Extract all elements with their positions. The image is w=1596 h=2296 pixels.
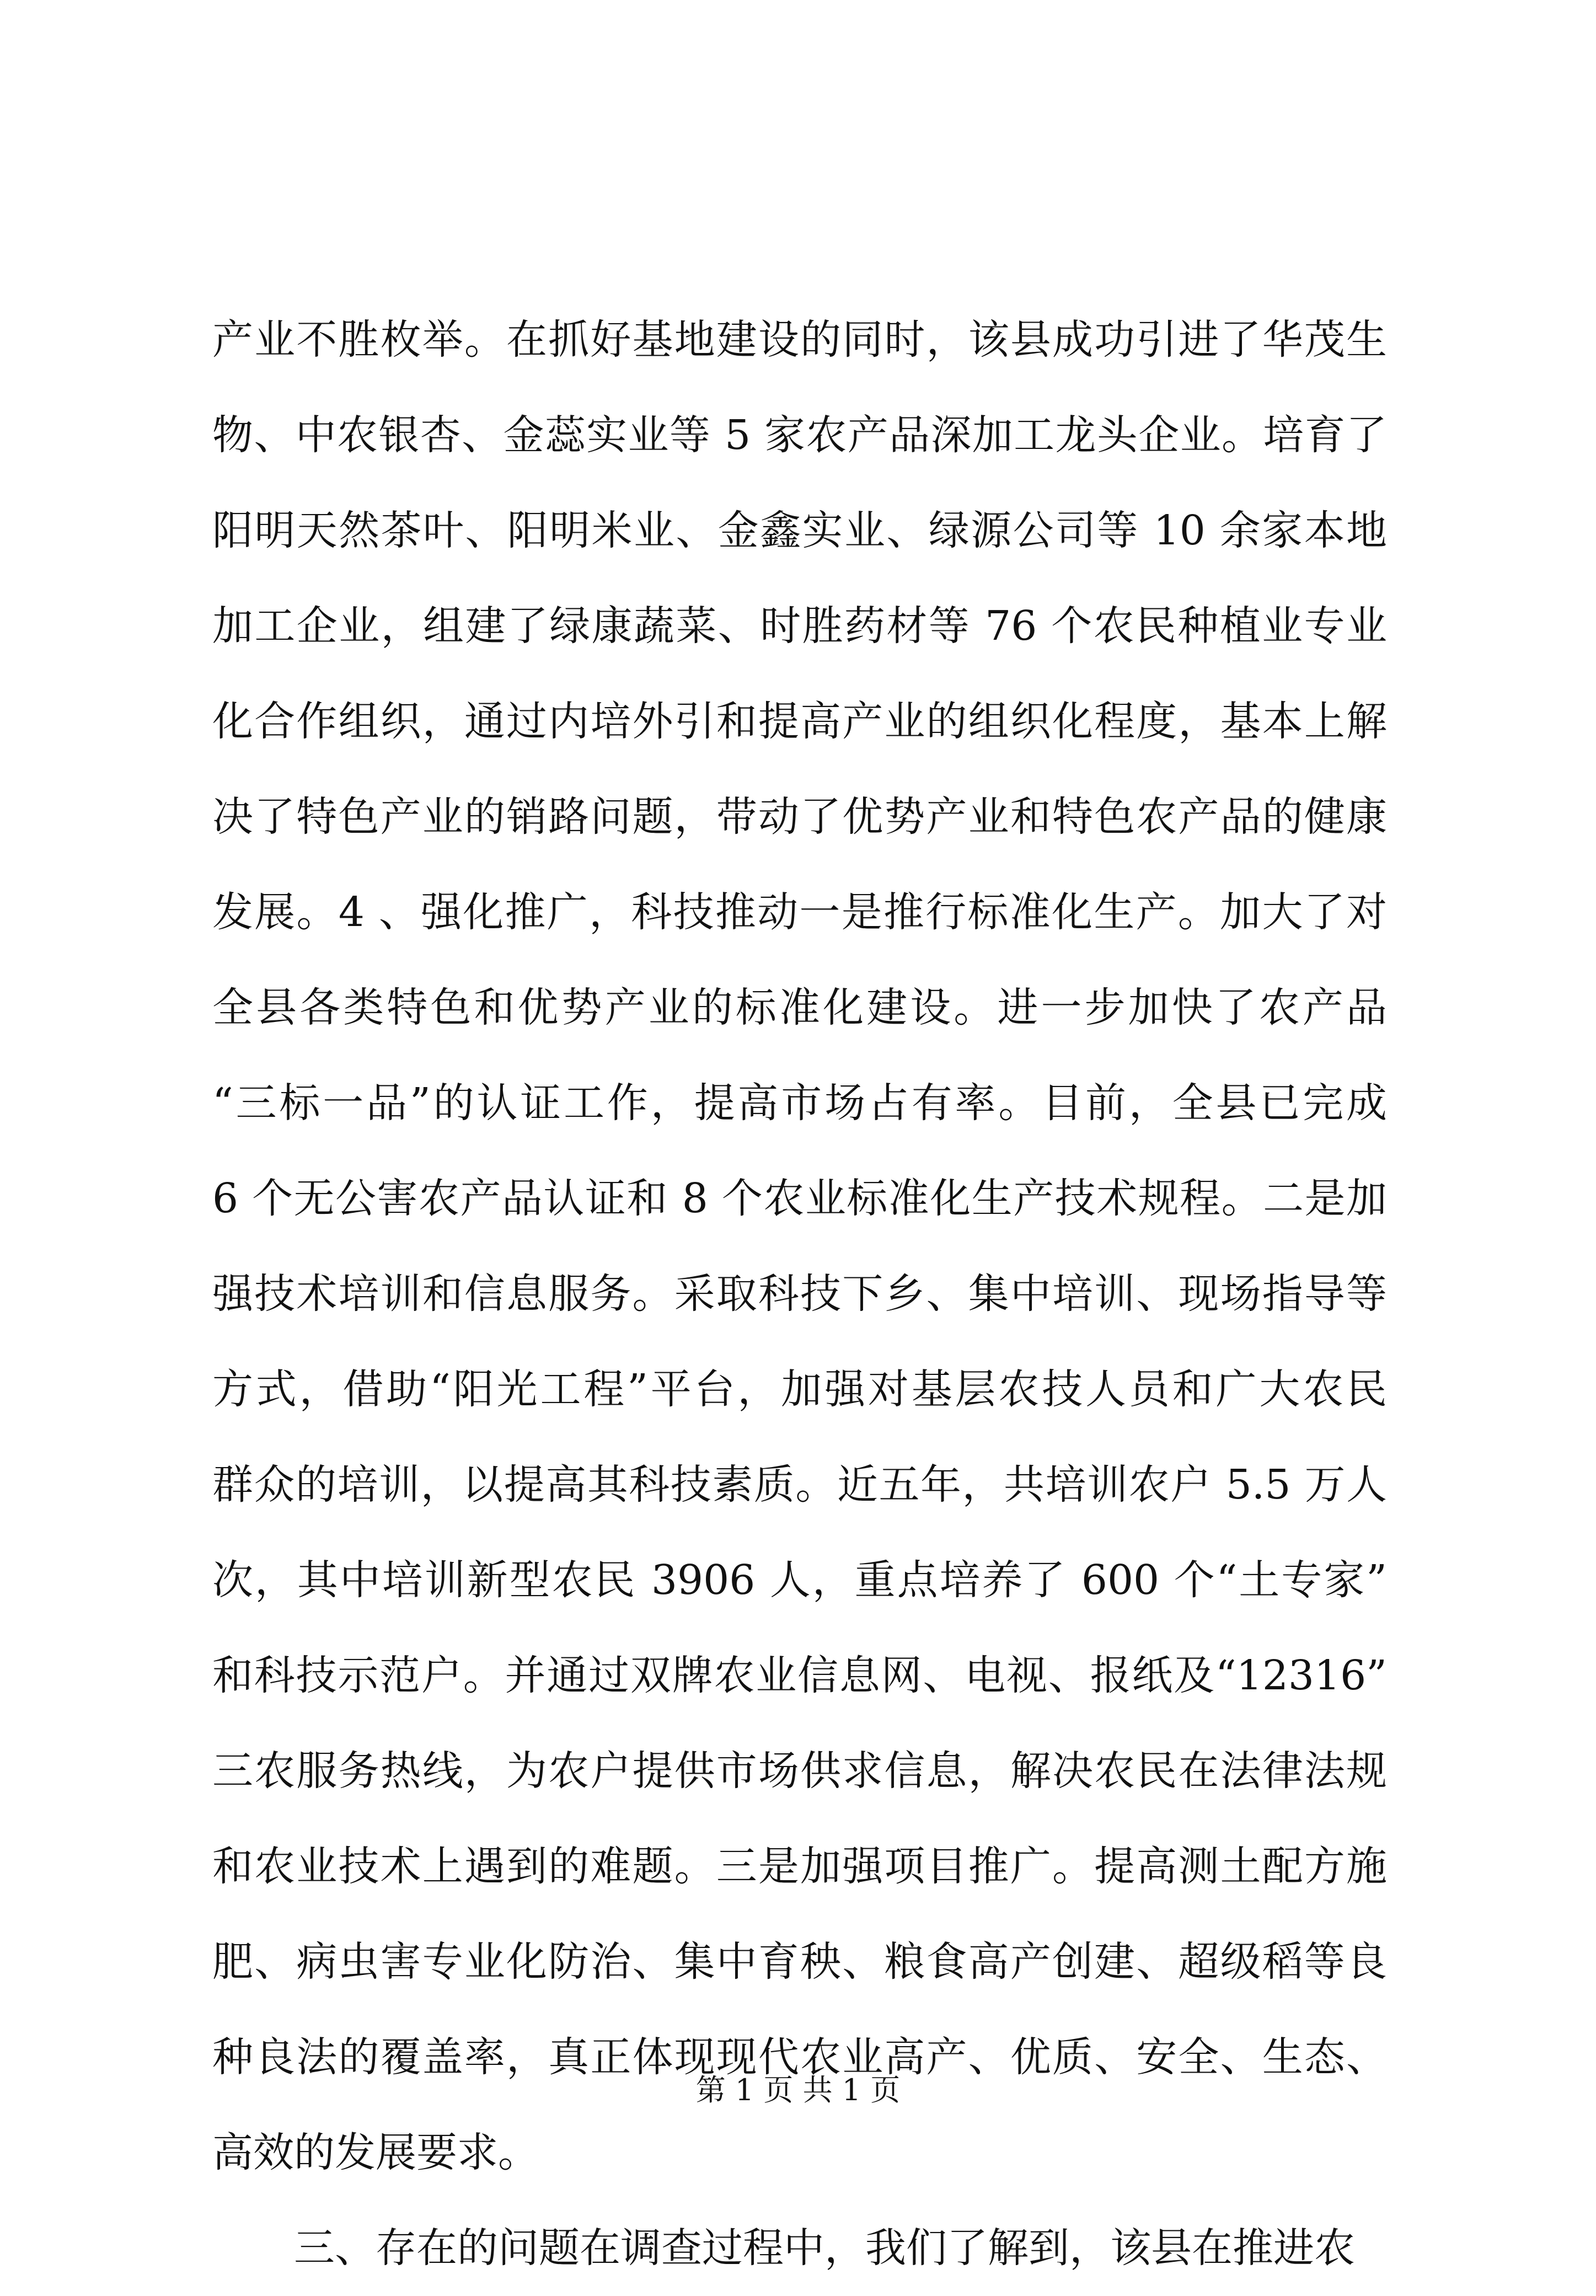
text-line: 和科技示范户。并通过双牌农业信息网、电视、报纸及“12316” <box>212 1652 1387 1699</box>
text-line: 群众的培训，以提高其科技素质。近五年，共培训农户 5.5 万人 <box>212 1461 1387 1508</box>
text-line: 产业不胜枚举。在抓好基地建设的同时，该县成功引进了华茂生 <box>212 316 1387 363</box>
text-line: 强技术培训和信息服务。采取科技下乡、集中培训、现场指导等 <box>212 1270 1387 1318</box>
text-line: 6 个无公害农产品认证和 8 个农业标准化生产技术规程。二是加 <box>212 1175 1387 1222</box>
page-number-footer: 第 1 页 共 1 页 <box>695 2073 901 2107</box>
text-line: 加工企业，组建了绿康蔬菜、时胜药材等 76 个农民种植业专业 <box>212 602 1387 650</box>
text-line: 方式，借助“阳光工程”平台，加强对基层农技人员和广大农民 <box>212 1366 1387 1413</box>
text-line: “三标一品”的认证工作，提高市场占有率。目前，全县已完成 <box>212 1079 1387 1127</box>
body-text <box>212 292 1387 2296</box>
text-line: 发展。4 、强化推广，科技推动一是推行标准化生产。加大了对 <box>212 889 1387 936</box>
text-line: 和农业技术上遇到的难题。三是加强项目推广。提高测土配方施 <box>212 1843 1387 1890</box>
text-line: 种良法的覆盖率，真正体现现代农业高产、优质、安全、生态、 <box>212 2033 1387 2081</box>
text-line: 次，其中培训新型农民 3906 人，重点培养了 600 个“土专家” <box>212 1556 1387 1604</box>
text-line: 阳明天然茶叶、阳明米业、金鑫实业、绿源公司等 10 余家本地 <box>212 507 1387 554</box>
text-line: 肥、病虫害专业化防治、集中育秧、粮食高产创建、超级稻等良 <box>212 1938 1387 1985</box>
text-line: 决了特色产业的销路问题，带动了优势产业和特色农产品的健康 <box>212 793 1387 841</box>
paragraph-end-line: 高效的发展要求。 <box>212 2129 539 2176</box>
text-line: 物、中农银杏、金蕊实业等 5 家农产品深加工龙头企业。培育了 <box>212 411 1387 459</box>
text-line: 全县各类特色和优势产业的标准化建设。进一步加快了农产品 <box>212 984 1387 1031</box>
text-line: 三农服务热线，为农户提供市场供求信息，解决农民在法律法规 <box>212 1747 1387 1795</box>
section-heading-line: 三、存在的问题在调查过程中，我们了解到，该县在推进农 <box>294 2224 1355 2272</box>
text-line: 化合作组织，通过内培外引和提高产业的组织化程度，基本上解 <box>212 698 1387 745</box>
